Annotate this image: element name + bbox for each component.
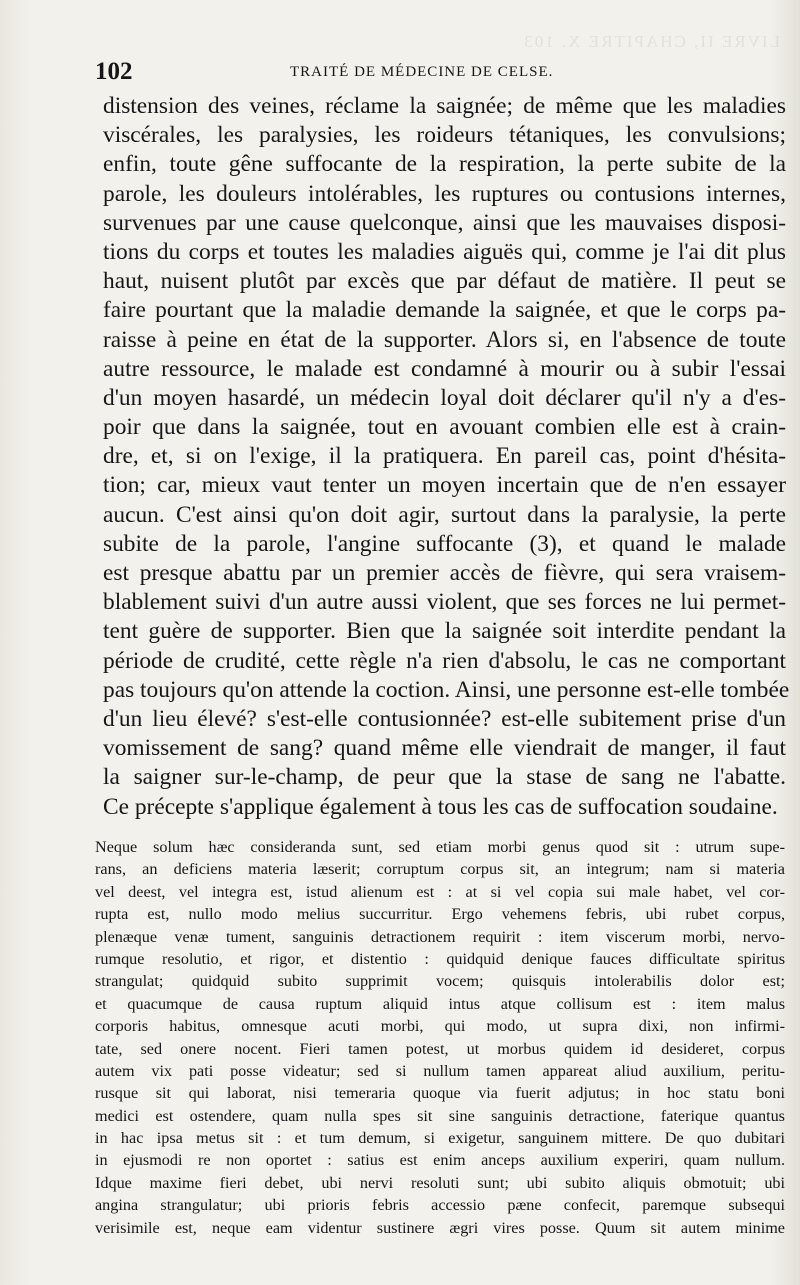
- text-line: d'un lieu élevé? s'est-elle contusionnée? est-elle subitement prise d'un: [103, 705, 786, 732]
- french-translation: [103, 92, 790, 822]
- text-line: in hac ipsa metus sit : et tum demum, si exigetur, sanguinem mittere. De quo dubitari: [95, 1129, 785, 1148]
- text-line: survenues par une cause quelconque, ainsi que les mauvaises disposi-: [103, 209, 786, 236]
- text-line: medici est ostendere, quam nulla spes sit sine sanguinis detractione, faterique quantus: [95, 1106, 785, 1125]
- text-line: angina strangulatur; ubi prioris febris accessio pæne confecit, paremque subsequi: [95, 1196, 785, 1215]
- text-line: d'un moyen hasardé, un médecin loyal doit déclarer qu'il n'y a d'es-: [103, 384, 786, 411]
- text-line: viscérales, les paralysies, les roideurs tétaniques, les convulsions;: [103, 122, 786, 149]
- text-line: verisimile est, neque eam videntur sustinere ægri vires posse. Quum sit autem minime: [95, 1218, 785, 1237]
- text-line: aucun. C'est ainsi qu'on doit agir, surtout dans la paralysie, la perte: [103, 501, 786, 528]
- running-title: TRAITÉ DE MÉDECINE DE CELSE.: [290, 64, 554, 80]
- text-line: plenæque venæ tument, sanguinis detractionem requirit : item viscerum morbi, nervo-: [95, 927, 785, 946]
- text-line: strangulat; quidquid subito supprimit vocem; quisquis intolerabilis dolor est;: [95, 972, 785, 991]
- text-line: tent guère de supporter. Bien que la saignée soit interdite pendant la: [103, 618, 786, 645]
- text-line: distension des veines, réclame la saignée; de même que les maladies: [103, 93, 786, 119]
- text-line: tate, sed onere nocent. Fieri tamen potest, ut morbus quidem id desideret, corpus: [95, 1039, 785, 1058]
- page-header: [95, 58, 790, 88]
- text-line: est presque abattu par un premier accès de fièvre, qui sera vraisem-: [103, 560, 786, 586]
- text-line: corporis habitus, omnesque acuti morbi, qui modo, ut supra dixi, non infirmi-: [95, 1017, 785, 1036]
- text-line: dre, et, si on l'exige, il la pratiquera. En pareil cas, point d'hésita-: [103, 443, 786, 470]
- text-line: et quacumque de causa ruptum aliquid intus atque collisum est : item malus: [95, 994, 785, 1013]
- text-line: période de crudité, cette règle n'a rien d'absolu, le cas ne comportant: [103, 647, 786, 674]
- text-line: haut, nuisent plutôt par excès que par défaut de matière. Il peut se: [103, 268, 786, 295]
- text-line: rusque sit qui laborat, nisi temeraria quoque via fuerit adjutus; in hoc statu boni: [95, 1084, 785, 1103]
- text-line: autre ressource, le malade est condamné à mourir ou à subir l'essai: [103, 355, 786, 382]
- text-line: rans, an deficiens materia læserit; corruptum corpus sit, an integrum; nam si materia: [95, 860, 785, 879]
- text-line: blablement suivi d'un autre aussi violent, que ses forces ne lui permet-: [103, 589, 786, 616]
- text-line: tion; car, mieux vaut tenter un moyen incertain que de n'en essayer: [103, 472, 786, 499]
- text-line: Neque solum hæc consideranda sunt, sed etiam morbi genus quod sit : utrum supe-: [95, 838, 785, 856]
- text-line: faire pourtant que la maladie demande la saignée, et que le corps pa-: [103, 297, 786, 324]
- text-line: subite de la parole, l'angine suffocante (3), et quand le malade: [103, 530, 786, 557]
- bleed-through: LIVRE II, CHAPITRE X. 103: [522, 32, 780, 51]
- text-line: in ejusmodi re non oportet : satius est enim anceps auxilium experiri, quam nullum.: [95, 1151, 785, 1170]
- text-line: Idque maxime fieri debet, ubi nervi resoluti sunt; ubi subito aliquis obmotuit; ubi: [95, 1173, 785, 1192]
- text-line: poir que dans la saignée, tout en avouant combien elle est à crain-: [103, 414, 786, 441]
- text-line: vel deest, vel integra est, istud alienum est : at si vel copia sui male habet, vel cor-: [95, 882, 785, 901]
- text-line: la saigner sur-le-champ, de peur que la stase de sang ne l'abatte.: [103, 764, 786, 791]
- text-line: rupta est, nullo modo melius succurritur. Ergo vehemens febris, ubi rubet corpus,: [95, 905, 785, 924]
- text-line: vomissement de sang? quand même elle viendrait de manger, il faut: [103, 735, 786, 762]
- text-line: raisse à peine en état de la supporter. Alors si, en l'absence de toute: [103, 326, 786, 353]
- text-line: rumque resolutio, et rigor, et distentio : quidquid denique fauces difficultate spiritus: [95, 949, 785, 968]
- text-line: parole, les douleurs intolérables, les ruptures ou contusions internes,: [103, 180, 786, 207]
- text-line: tions du corps et toutes les maladies aiguës qui, comme je l'ai dit plus: [103, 238, 786, 265]
- latin-original: [95, 836, 785, 1239]
- text-line: Ce précepte s'applique également à tous les cas de suffocation soudaine.: [103, 793, 778, 820]
- page-number: 102: [95, 58, 133, 85]
- text-line: enfin, toute gêne suffocante de la respiration, la perte subite de la: [103, 151, 786, 178]
- text-line: pas toujours qu'on attende la coction. Ainsi, une personne est-elle tombée: [103, 676, 790, 703]
- text-line: autem vix pati posse videatur; sed si nullum tamen appareat aliud auxilium, peritu-: [95, 1061, 785, 1080]
